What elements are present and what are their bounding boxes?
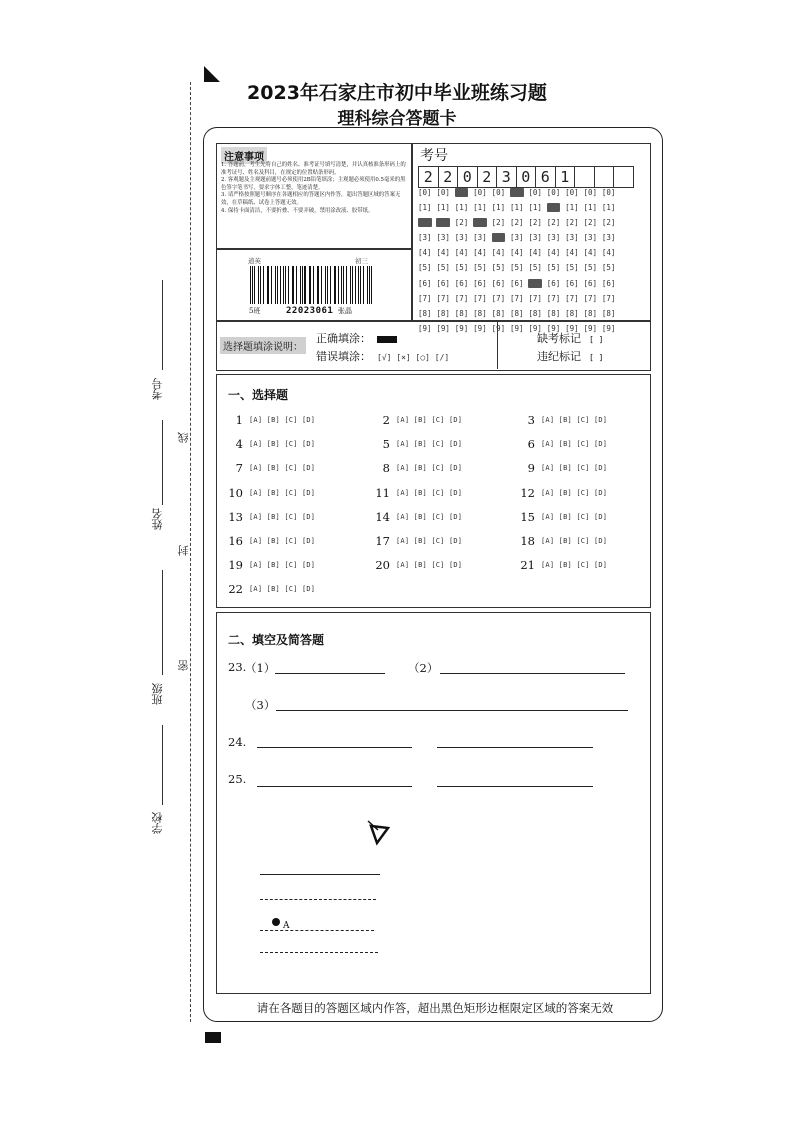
id-bubble[interactable]: [7] [601,293,616,303]
id-bubble[interactable]: [8] [583,308,598,318]
violation-mark [537,348,603,364]
answer-options[interactable]: [A] [B] [C] [D] [541,512,608,521]
id-bubble[interactable]: [1] [546,203,561,213]
id-bubble[interactable]: [4] [565,248,579,258]
side-label-name: 姓名 [151,508,164,530]
choice-question [225,582,315,596]
question-number: 3 [527,413,535,427]
choice-question [225,437,315,451]
id-bubble[interactable]: [3] [473,233,487,243]
choice-question [225,413,315,427]
side-line-exam-no[interactable] [162,280,163,370]
q23-part1-label: （1） [245,661,276,675]
exam-id-cell[interactable]: 1 [555,166,576,188]
exam-id-cell[interactable]: 2 [418,166,439,188]
id-bubble[interactable]: [3] [565,233,579,243]
id-bubble[interactable]: [3] [601,233,616,243]
exam-id-digits [418,166,633,188]
barcode-bar [310,266,311,304]
question-number: 6 [527,437,535,452]
q25-number: 25. [228,772,247,786]
bubble-row [418,203,620,218]
section2-title: 二、填空及简答题 [228,633,325,647]
barcode-bar [335,266,336,304]
id-bubble[interactable]: [4] [473,248,487,258]
question-number: 22 [228,582,243,597]
id-bubble[interactable]: [8] [528,308,542,318]
exam-id-cell[interactable]: 3 [496,166,517,188]
choice-question [225,510,315,524]
answer-options[interactable]: [A] [B] [C] [D] [396,440,463,449]
barcode-student-name: 张晶 [338,307,352,315]
choice-question [372,461,462,475]
id-bubble[interactable]: [6] [601,278,616,288]
side-label-exam-no: 考号 [151,378,164,400]
page-title: 2023年石家庄市初中毕业班练习题 [247,82,547,104]
id-bubble[interactable]: [6] [491,278,506,288]
q23-number: 23. [228,660,247,674]
absent-mark-bubble[interactable]: [ ] [589,335,604,344]
side-line-name[interactable] [162,420,163,505]
question-number: 10 [228,485,243,500]
wrong-fill-label: 错误填涂： [316,350,371,363]
id-bubble[interactable]: [5] [436,263,450,273]
sketch-line-2 [260,899,376,900]
id-bubble[interactable]: [1] [473,203,487,213]
point-a-label: A [283,921,290,931]
question-number: 18 [520,534,535,548]
answer-options[interactable]: [A] [B] [C] [D] [541,440,608,449]
seal-char-line: 线 [177,432,190,443]
id-bubble[interactable]: [3] [454,233,469,243]
exam-id-cell[interactable]: 0 [516,166,537,188]
question-number: 1 [235,413,243,427]
id-bubble[interactable]: [5] [546,263,561,273]
barcode-bar [263,266,264,304]
id-bubble[interactable]: [3] [583,233,598,243]
id-bubble[interactable]: [5] [528,263,542,273]
barcode-bar [275,266,276,304]
id-bubble[interactable]: [7] [454,293,469,303]
positioning-mark-bottom [205,1032,221,1043]
id-bubble[interactable]: [9] [546,323,561,333]
side-label-class: 班级 [151,683,164,705]
side-label-school: 学校 [151,812,164,834]
absent-mark-label: 缺考标记 [537,332,581,345]
barcode-bar [318,266,319,304]
notice-item: 1. 答题前，考生先将自己的姓名、准考证号填写清楚，并认真核准条形码上的准考证号、姓名及科目，在规定的位置贴条形码。 [221,162,406,176]
choice-question [372,437,462,451]
id-bubble[interactable]: [6] [454,278,469,288]
id-bubble[interactable]: [1] [509,203,524,213]
footer-warning: 请在各题目的答题区域内作答，超出黑色矩形边框限定区域的答案无效 [256,1001,614,1015]
id-bubble[interactable]: [6] [436,278,450,288]
answer-options[interactable]: [A] [B] [C] [D] [396,512,463,521]
answer-options[interactable]: [A] [B] [C] [D] [249,416,316,424]
id-bubble[interactable]: [2] [473,218,487,228]
answer-options[interactable]: [A] [B] [C] [D] [396,464,463,473]
section1-title: 一、选择题 [228,388,289,402]
id-bubble[interactable]: [7] [565,293,579,303]
id-bubble[interactable]: [1] [454,203,469,213]
barcode-label-right: 初三 [355,257,368,265]
id-bubble[interactable]: [3] [491,233,506,243]
choice-question [517,437,607,451]
answer-options[interactable]: [A] [B] [C] [D] [249,488,316,497]
id-bubble[interactable]: [5] [454,263,469,273]
id-bubble[interactable]: [0] [546,188,561,197]
id-bubble[interactable]: [1] [528,203,542,213]
id-bubble[interactable]: [9] [473,323,487,333]
choice-question [517,558,607,572]
answer-options[interactable]: [A] [B] [C] [D] [249,512,316,521]
bubble-row [418,218,620,233]
id-bubble[interactable]: [4] [601,248,616,258]
id-bubble[interactable]: [4] [528,248,542,258]
barcode-bar [293,266,294,304]
q23-part1-line[interactable] [275,673,385,674]
choice-question [372,486,462,500]
filled-mark-icon [377,336,397,343]
id-bubble[interactable]: [6] [583,278,598,288]
id-bubble[interactable]: [0] [509,188,524,197]
exam-id-cell[interactable]: 2 [477,166,498,188]
id-bubble[interactable]: [9] [509,323,524,333]
id-bubble[interactable]: [8] [565,308,579,318]
id-bubble[interactable]: [5] [509,263,524,273]
id-bubble[interactable]: [9] [454,323,469,333]
barcode-bar [343,266,344,304]
id-bubble[interactable]: [4] [546,248,561,258]
id-bubble[interactable]: [8] [491,308,506,318]
id-bubble[interactable]: [1] [491,203,506,213]
id-bubble[interactable]: [3] [436,233,450,243]
id-bubble[interactable]: [4] [436,248,450,258]
answer-options[interactable]: [A] [B] [C] [D] [541,464,608,473]
exam-id-cell[interactable]: 6 [535,166,556,188]
choice-question [372,534,462,548]
fill-guide-label: 选择题填涂说明： [220,337,306,354]
barcode-bar [346,266,347,304]
question-number: 19 [228,558,243,573]
answer-options[interactable]: [A] [B] [C] [D] [396,537,463,545]
q23-part3-line[interactable] [276,710,628,711]
q25-line-2[interactable] [437,786,593,787]
question-number: 11 [375,485,390,500]
barcode-bar [258,266,259,304]
id-bubble[interactable]: [2] [528,218,542,228]
id-bubble[interactable]: [7] [418,293,432,303]
notice-item: 3. 请严格按照题号顺序在各题相应的答题区内作答，超出答题区域的答案无效，在草稿纸、试卷上答题无效。 [221,192,401,206]
id-bubble[interactable]: [8] [601,308,616,318]
q24-line-2[interactable] [437,747,593,748]
id-bubble[interactable]: [5] [565,263,579,273]
id-bubble[interactable]: [0] [454,188,469,197]
bubble-row [418,188,620,203]
exam-id-cell[interactable]: 0 [457,166,478,188]
notice-item: 2. 客观题及主观题前题号必须使用2B铅笔填涂；主观题必须使用0.5毫米的黑色签字笔书写，要求字体工整，笔迹清楚。 [221,177,406,191]
id-bubble[interactable]: [2] [454,218,469,228]
id-bubble[interactable]: [7] [473,293,487,303]
answer-options[interactable]: [A] [B] [C] [D] [541,488,608,497]
answer-options[interactable]: [A] [B] [C] [D] [541,537,608,545]
id-bubble[interactable]: [8] [454,308,469,318]
answer-options[interactable]: [A] [B] [C] [D] [249,585,316,594]
exam-id-cell[interactable]: 2 [438,166,459,188]
id-bubble[interactable]: [2] [491,218,506,228]
correct-fill-example [316,330,397,346]
barcode-bar [283,266,284,304]
barcode-number: 22023061 [286,306,334,316]
answer-options[interactable]: [A] [B] [C] [D] [541,561,608,570]
id-bubble[interactable]: [6] [509,278,524,288]
question-number: 12 [520,485,535,500]
id-bubble[interactable]: [0] [565,188,579,197]
question-number: 21 [520,558,535,573]
q23-part2-label: （2） [408,661,439,675]
barcode-bar [352,266,353,304]
q23-part3-label: （3） [245,698,276,712]
choice-question [517,534,607,548]
id-bubble[interactable]: [7] [583,293,598,303]
id-bubble[interactable]: [1] [583,203,598,213]
seal-char-seal: 封 [177,545,190,556]
id-bubble[interactable]: [0] [583,188,598,197]
question-number: 7 [235,461,243,476]
barcode-bar [327,266,328,304]
id-bubble[interactable]: [9] [583,323,598,333]
exam-id-bubble-grid [418,188,620,339]
id-bubble[interactable]: [8] [546,308,561,318]
id-bubble[interactable]: [9] [436,323,450,333]
barcode-bar [250,266,251,304]
id-bubble[interactable]: [7] [509,293,524,303]
id-bubble[interactable]: [5] [418,263,432,273]
seal-char-secret: 密 [177,660,190,671]
answer-options[interactable]: [A] [B] [C] [D] [541,416,608,424]
id-bubble[interactable]: [2] [546,218,561,228]
question-number: 9 [527,461,535,476]
violation-mark-bubble[interactable]: [ ] [589,353,604,362]
guide-divider [497,320,498,369]
sketch-line-3 [260,930,374,931]
bubble-row [418,294,620,309]
answer-options[interactable]: [A] [B] [C] [D] [249,440,316,449]
id-bubble[interactable]: [4] [509,248,524,258]
choice-question [372,413,462,427]
barcode-image [250,266,375,304]
answer-options[interactable]: [A] [B] [C] [D] [249,464,316,473]
bubble-row [418,263,620,278]
choice-question [517,461,607,475]
notice-list [221,162,407,215]
question-number: 17 [375,534,390,548]
id-bubble[interactable]: [6] [546,278,561,288]
id-bubble[interactable]: [5] [473,263,487,273]
correct-fill-label: 正确填涂： [316,332,371,345]
choice-question [517,510,607,524]
barcode-bar [271,266,272,304]
barcode-bar [304,266,305,304]
question-number: 2 [382,413,390,427]
id-bubble[interactable]: [7] [528,293,542,303]
id-bubble[interactable]: [9] [418,323,432,333]
sketch-line-4 [260,952,378,953]
id-bubble[interactable]: [4] [454,248,469,258]
barcode-bar [296,266,297,304]
wrong-fill-example [316,348,449,364]
answer-options[interactable]: [A] [B] [C] [D] [249,537,316,545]
id-bubble[interactable]: [3] [546,233,561,243]
question-number: 15 [520,509,535,524]
id-bubble[interactable]: [4] [583,248,598,258]
id-bubble[interactable]: [4] [491,248,506,258]
id-bubble[interactable]: [2] [436,218,450,228]
barcode-class: 5班 [249,307,261,315]
sketch-line-1 [260,874,380,875]
question-number: 13 [228,509,243,524]
exam-id-title: 考号 [420,148,448,164]
notice-item: 4. 保持卡面清洁，不要折叠、不要弄破，禁用涂改液、胶带纸。 [221,207,374,214]
id-bubble[interactable]: [8] [473,308,487,318]
id-bubble[interactable]: [7] [491,293,506,303]
id-bubble[interactable]: [6] [418,278,432,288]
q23-part2-line[interactable] [440,673,625,674]
exam-id-cell[interactable] [613,166,634,188]
q24-line-1[interactable] [257,747,412,748]
choice-question [225,558,315,572]
choice-question [225,461,315,475]
barcode-bar [371,266,372,304]
page-subtitle: 理科综合答题卡 [337,109,457,129]
barcode-label-left: 道英 [248,257,261,265]
question-number: 20 [375,558,390,573]
id-bubble[interactable]: [9] [491,323,506,333]
id-bubble[interactable]: [4] [418,248,432,258]
exam-id-cell[interactable] [594,166,615,188]
question-number: 4 [235,437,243,452]
id-bubble[interactable]: [0] [436,188,450,197]
id-bubble[interactable]: [6] [473,278,487,288]
id-bubble[interactable]: [0] [491,188,506,197]
barcode-bar [325,266,326,304]
violation-mark-label: 违纪标记 [537,350,581,363]
id-bubble[interactable]: [5] [601,263,616,273]
id-bubble[interactable]: [0] [418,188,432,197]
absent-mark [537,330,603,346]
id-bubble[interactable]: [2] [509,218,524,228]
notice-title: 注意事项 [221,147,267,164]
id-bubble[interactable]: [0] [601,188,616,197]
id-bubble[interactable]: [9] [528,323,542,333]
id-bubble[interactable]: [1] [601,203,616,213]
wrong-fill-marks: [√] [×] [○] [/] [377,353,450,362]
barcode-bar [288,266,289,304]
bubble-row [418,233,620,248]
id-bubble[interactable]: [3] [418,233,432,243]
question-number: 8 [382,461,390,476]
side-line-class[interactable] [162,570,163,675]
point-a-dot [272,918,280,926]
choice-question [372,510,462,524]
id-bubble[interactable]: [8] [418,308,432,318]
id-bubble[interactable]: [5] [491,263,506,273]
answer-options[interactable]: [A] [B] [C] [D] [396,561,463,570]
id-bubble[interactable]: [7] [546,293,561,303]
id-bubble[interactable]: [2] [583,218,598,228]
id-bubble[interactable]: [7] [436,293,450,303]
id-bubble[interactable]: [3] [509,233,524,243]
id-bubble[interactable]: [2] [601,218,616,228]
id-bubble[interactable]: [1] [436,203,450,213]
answer-options[interactable]: [A] [B] [C] [D] [249,561,316,570]
id-bubble[interactable]: [8] [509,308,524,318]
id-bubble[interactable]: [2] [565,218,579,228]
choice-question [225,486,315,500]
id-bubble[interactable]: [1] [418,203,432,213]
id-bubble[interactable]: [2] [418,218,432,228]
id-bubble[interactable]: [1] [565,203,579,213]
id-bubble[interactable]: [6] [528,278,542,288]
id-bubble[interactable]: [9] [601,323,616,333]
side-line-school[interactable] [162,725,163,805]
exam-id-cell[interactable] [574,166,595,188]
question-number: 5 [382,437,390,452]
triangle-diagram-icon [366,818,390,850]
id-bubble[interactable]: [0] [473,188,487,197]
bubble-row [418,248,620,263]
q24-number: 24. [228,735,247,749]
barcode-bar [360,266,361,304]
id-bubble[interactable]: [9] [565,323,579,333]
id-bubble[interactable]: [5] [583,263,598,273]
barcode-bar [363,266,364,304]
answer-options[interactable]: [A] [B] [C] [D] [396,416,463,424]
question-number: 16 [228,534,243,548]
id-bubble[interactable]: [8] [436,308,450,318]
id-bubble[interactable]: [3] [528,233,542,243]
choice-question [372,558,462,572]
answer-options[interactable]: [A] [B] [C] [D] [396,488,463,497]
q25-line-1[interactable] [257,786,412,787]
question-number: 14 [375,509,390,524]
choice-question [517,413,607,427]
choice-question [517,486,607,500]
bubble-row [418,279,620,294]
choice-question [225,534,315,548]
id-bubble[interactable]: [0] [528,188,542,197]
id-bubble[interactable]: [6] [565,278,579,288]
